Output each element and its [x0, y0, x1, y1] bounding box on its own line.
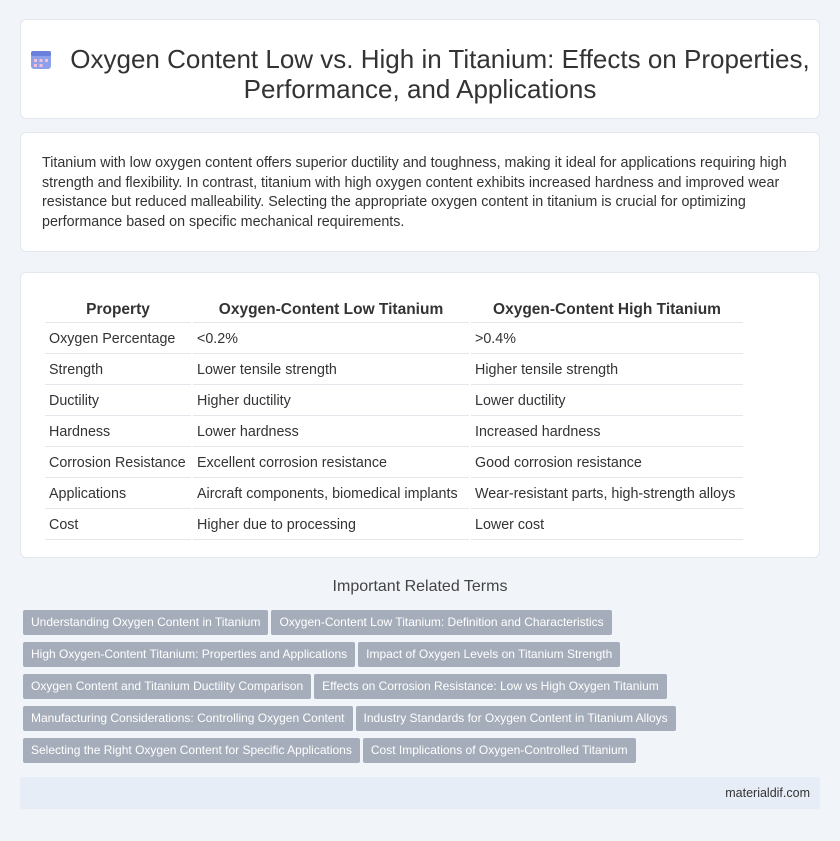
table-cell: Ductility: [45, 387, 191, 416]
title-line-2: Performance, and Applications: [243, 74, 597, 104]
term-row: [23, 738, 723, 770]
table-cell: Corrosion Resistance: [45, 449, 191, 478]
term-tag[interactable]: Manufacturing Considerations: Controlling Oxygen Content: [23, 706, 353, 731]
term-row: [23, 706, 723, 738]
header-low-oxygen: Oxygen-Content Low Titanium: [193, 297, 469, 323]
table-row: [45, 325, 743, 354]
table-cell: Good corrosion resistance: [471, 449, 743, 478]
term-tag[interactable]: Understanding Oxygen Content in Titanium: [23, 610, 268, 635]
table-cell: Lower ductility: [471, 387, 743, 416]
table-cell: Aircraft components, biomedical implants: [193, 480, 469, 509]
page-title: [21, 44, 819, 104]
table-cell: Lower hardness: [193, 418, 469, 447]
table-row: [45, 418, 743, 447]
term-row: [23, 674, 723, 706]
term-tag[interactable]: Oxygen-Content Low Titanium: Definition and Characteristics: [271, 610, 611, 635]
table-cell: Wear-resistant parts, high-strength alloys: [471, 480, 743, 509]
table-cell: Cost: [45, 511, 191, 540]
table-cell: Higher ductility: [193, 387, 469, 416]
term-tag[interactable]: Cost Implications of Oxygen-Controlled Titanium: [363, 738, 636, 763]
table-cell: Hardness: [45, 418, 191, 447]
table-cell: Lower cost: [471, 511, 743, 540]
table-row: [45, 387, 743, 416]
term-row: [23, 610, 723, 642]
table-cell: Oxygen Percentage: [45, 325, 191, 354]
header-high-oxygen: Oxygen-Content High Titanium: [471, 297, 743, 323]
table-cell: Increased hardness: [471, 418, 743, 447]
header-card: [20, 19, 820, 119]
header-property: Property: [45, 297, 191, 323]
intro-card: [20, 132, 820, 252]
related-terms-list: [23, 610, 723, 770]
comparison-table-card: [20, 272, 820, 558]
term-tag[interactable]: Industry Standards for Oxygen Content in Titanium Alloys: [356, 706, 676, 731]
term-tag[interactable]: Effects on Corrosion Resistance: Low vs High Oxygen Titanium: [314, 674, 667, 699]
table-row: [45, 480, 743, 509]
calendar-icon: [30, 48, 52, 70]
table-cell: Higher tensile strength: [471, 356, 743, 385]
table-cell: Lower tensile strength: [193, 356, 469, 385]
table-row: [45, 356, 743, 385]
comparison-table: [43, 295, 745, 542]
table-row: [45, 511, 743, 540]
intro-paragraph: Titanium with low oxygen content offers superior ductility and toughness, making it ideal for applications requiring high strength and flexibility. In contrast, titanium with high oxygen content exhibits increased hardness and improved wear resistance but reduced malleability. Selecting the appropriate oxygen content in titanium is crucial for optimizing performance based on specific mechanical requirements.: [42, 155, 787, 230]
table-cell: Strength: [45, 356, 191, 385]
term-tag[interactable]: Selecting the Right Oxygen Content for Specific Applications: [23, 738, 360, 763]
footer-site-link[interactable]: materialdif.com: [725, 786, 810, 800]
term-tag[interactable]: High Oxygen-Content Titanium: Properties and Applications: [23, 642, 355, 667]
term-tag[interactable]: Oxygen Content and Titanium Ductility Comparison: [23, 674, 311, 699]
related-terms-heading: Important Related Terms: [332, 578, 508, 595]
table-header-row: [45, 297, 743, 323]
table-cell: Applications: [45, 480, 191, 509]
term-tag[interactable]: Impact of Oxygen Levels on Titanium Strength: [358, 642, 620, 667]
title-line-1: Oxygen Content Low vs. High in Titanium: Effects on Properties,: [70, 44, 810, 74]
table-cell: <0.2%: [193, 325, 469, 354]
table-row: [45, 449, 743, 478]
table-cell: Higher due to processing: [193, 511, 469, 540]
term-row: [23, 642, 723, 674]
footer-bar: [20, 777, 820, 809]
table-cell: >0.4%: [471, 325, 743, 354]
table-cell: Excellent corrosion resistance: [193, 449, 469, 478]
